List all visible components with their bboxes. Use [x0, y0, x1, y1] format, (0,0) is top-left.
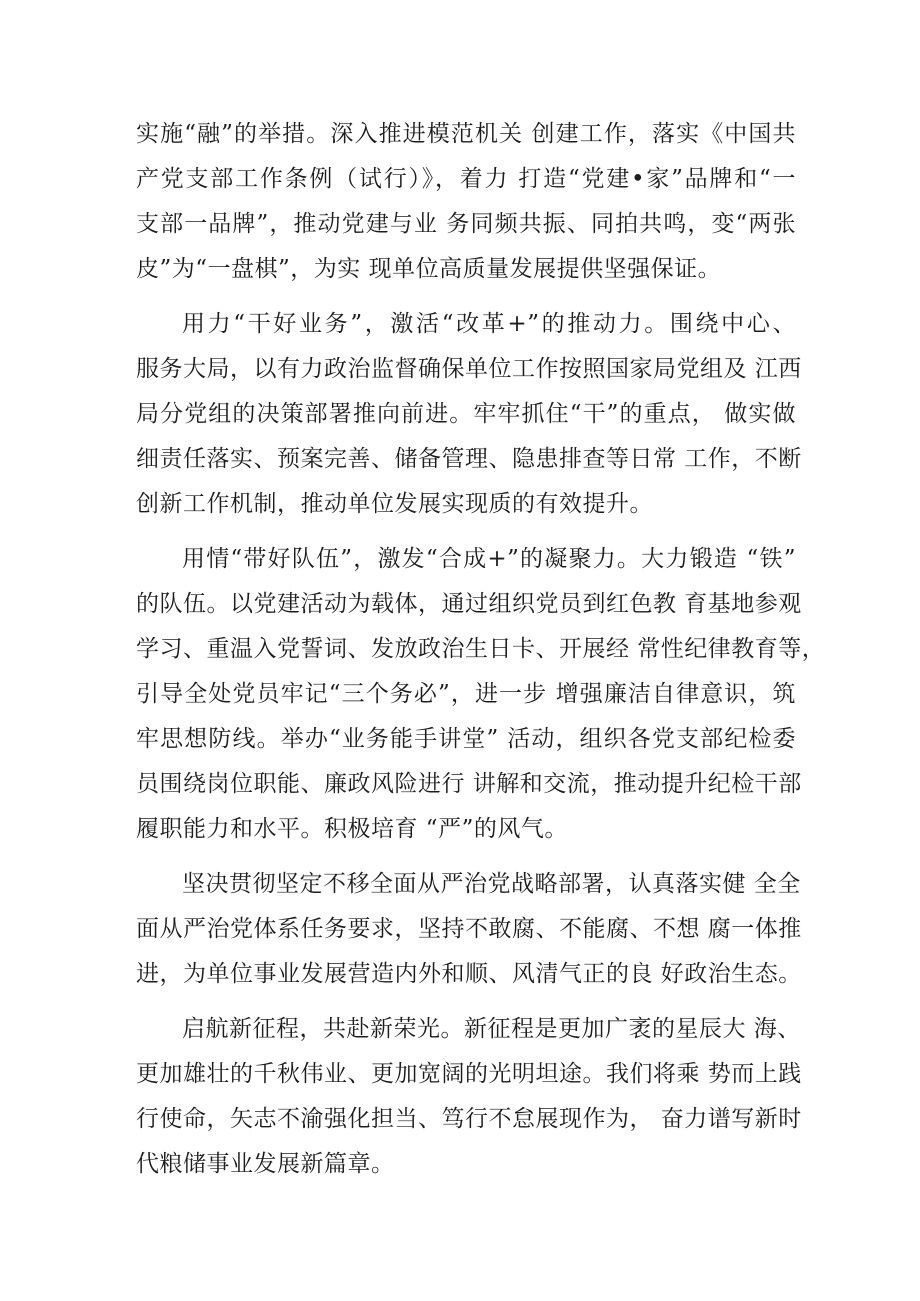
- document-body: [136, 112, 826, 1197]
- text-line: 面从严治党体系任务要求，坚持不敢腐、不能腐、不想 腐一体推: [136, 916, 802, 942]
- text-line: 创新工作机制，推动单位发展实现质的有效提升。: [136, 491, 653, 517]
- text-line: 支部一品牌”，推动党建与业 务同频共振、同拍共鸣，变“两张: [136, 211, 796, 237]
- paragraph-4: [136, 862, 802, 997]
- paragraph-2: [136, 302, 802, 527]
- text-line: 更加雄壮的千秋伟业、更加宽阔的光明坦途。我们将乘 势而上践: [136, 1061, 802, 1087]
- text-line: 实施“融”的举措。深入推进模范机关 创建工作，落实《中国共: [136, 121, 796, 147]
- text-line: 启航新征程，共赴新荣光。新征程是更加广袤的星辰大 海、: [182, 1016, 801, 1042]
- text-line: 员围绕岗位职能、廉政风险进行 讲解和交流，推动提升纪检干部: [136, 771, 802, 797]
- paragraph-5: [136, 1007, 802, 1187]
- text-line: 履职能力和水平。积极培育 “严”的风气。: [136, 816, 568, 842]
- text-line: 细责任落实、预案完善、储备管理、隐患排查等日常 工作，不断: [136, 446, 802, 472]
- text-line: 行使命，矢志不渝强化担当、笃行不怠展现作为， 奋力谱写新时: [136, 1106, 802, 1132]
- text-line: 产党支部工作条例（试行）》，着力 打造“党建•家”品牌和“一: [136, 166, 796, 192]
- text-line: 用力“干好业务”，激活“改革+”的推动力。围绕中心、: [182, 311, 796, 337]
- text-line: 学习、重温入党誓词、发放政治生日卡、开展经 常性纪律教育等，: [136, 636, 826, 662]
- text-line: 皮”为“一盘棋”，为实 现单位高质量发展提供坚强保证。: [136, 256, 722, 282]
- text-line: 服务大局，以有力政治监督确保单位工作按照国家局党组及 江西: [136, 356, 802, 382]
- text-line: 引导全处党员牢记“三个务必”，进一步 增强廉洁自律意识，筑: [136, 681, 796, 707]
- paragraph-1: [136, 112, 796, 292]
- text-line: 的队伍。以党建活动为载体，通过组织党员到红色教 育基地参观: [136, 591, 802, 617]
- text-line: 牢思想防线。举办“业务能手讲堂” 活动，组织各党支部纪检委: [136, 726, 796, 752]
- text-line: 用情“带好队伍”，激发“合成+”的凝聚力。大力锻造 “铁”: [182, 546, 796, 572]
- paragraph-3: [136, 537, 826, 852]
- text-line: 代粮储事业发展新篇章。: [136, 1151, 395, 1177]
- text-line: 进，为单位事业发展营造内外和顺、风清气正的良 好政治生态。: [136, 961, 802, 987]
- text-line: 坚决贯彻坚定不移全面从严治党战略部署，认真落实健 全全: [182, 871, 801, 897]
- text-line: 局分党组的决策部署推向前进。牢牢抓住“干”的重点， 做实做: [136, 401, 796, 427]
